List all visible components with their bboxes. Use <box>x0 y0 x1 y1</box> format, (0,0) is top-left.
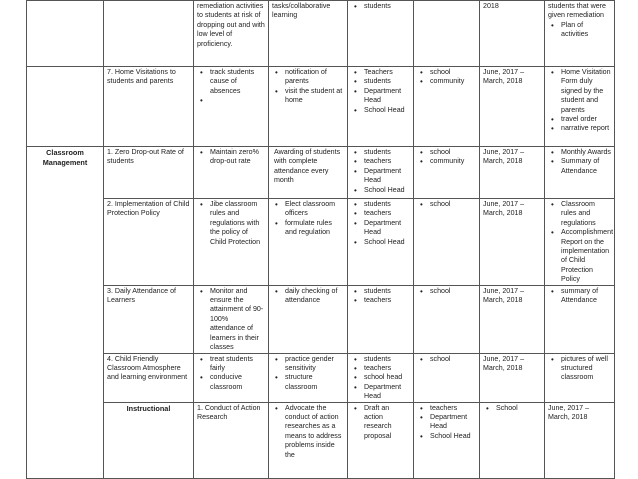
list-item: • School Head <box>351 106 410 115</box>
persons-cell <box>348 353 414 402</box>
list-item: • Monthly Awards <box>548 148 611 157</box>
list-item: • school <box>417 355 476 364</box>
list-item: • Maintain zero% drop-out rate <box>197 148 265 167</box>
objectives-cell <box>194 199 269 286</box>
list-item: • Plan of activities <box>548 21 611 40</box>
time-cell <box>480 285 545 353</box>
outcomes-cell <box>545 67 615 147</box>
list-item: • Classroom rules and regulations <box>548 200 611 228</box>
activity-text: 3. Daily Attendance of Learners <box>107 286 177 305</box>
list-item: • conducive classroom <box>197 373 265 392</box>
list-item: • community <box>417 77 476 86</box>
resources-cell <box>414 285 480 353</box>
activity-text: 1. Zero Drop-out Rate of students <box>107 148 184 166</box>
persons-cell <box>348 1 414 67</box>
list-item: • Advocate the conduct of action researches as a means to address problems inside the <box>272 404 344 460</box>
list-item: • students <box>351 200 410 209</box>
list-item: • daily checking of attendance <box>272 287 344 306</box>
outcomes-cell <box>545 147 615 199</box>
activity-cell <box>104 285 194 353</box>
time-cell <box>480 353 545 402</box>
objectives-cell <box>194 1 269 67</box>
resources-cell <box>414 353 480 402</box>
list-item: • Summary of Attendance <box>548 157 611 176</box>
persons-cell <box>348 147 414 199</box>
activity-cell <box>194 402 269 478</box>
list-item: • visit the student at home <box>272 87 344 106</box>
objectives-cell <box>269 402 348 478</box>
outcome-text: students that were given remediation <box>548 2 606 20</box>
strategies-cell <box>269 353 348 402</box>
time-frame: June, 2017 – March, 2018 <box>483 148 525 166</box>
list-item: • formulate rules and regulation <box>272 219 344 238</box>
persons-cell <box>348 199 414 286</box>
activity-cell <box>104 67 194 147</box>
time-cell <box>480 67 545 147</box>
outcomes-cell <box>545 199 615 286</box>
list-item: • School Head <box>417 432 476 441</box>
list-item: • school head <box>351 373 410 382</box>
table-row <box>27 199 615 286</box>
outcomes-cell <box>545 1 615 67</box>
time-cell <box>480 199 545 286</box>
list-item: • pictures of well structured classroom <box>548 355 611 383</box>
persons-cell <box>414 402 480 478</box>
list-item: • Department Head <box>351 219 410 238</box>
list-item: • practice gender sensitivity <box>272 355 344 374</box>
resources-cell <box>414 199 480 286</box>
activity-text: 2. Implementation of Child Protection Policy <box>107 200 190 218</box>
strategies-cell <box>269 67 348 147</box>
list-item: • Home Visitation Form duly signed by the student and parents <box>548 68 611 115</box>
time-frame: 2018 <box>483 2 499 10</box>
objectives-cell <box>194 285 269 353</box>
resources-cell <box>480 402 545 478</box>
area-cell-empty <box>27 1 104 67</box>
list-item: • Accomplishment Report on the implementation of Child Protection Policy <box>548 228 611 284</box>
time-cell <box>545 402 615 478</box>
strategy-text: Awarding of students with complete attendance every month <box>274 148 341 185</box>
list-item: • track students cause of absences <box>197 68 265 96</box>
list-item: • School <box>483 404 541 413</box>
list-item: • Department Head <box>417 413 476 432</box>
resources-cell <box>414 1 480 67</box>
objective-text: remediation activities to students at risk of dropping out and with low level of proficiency. <box>197 2 265 48</box>
list-item: • Department Head <box>351 383 410 402</box>
action-plan-table <box>26 0 615 479</box>
list-item: • School Head <box>351 186 410 195</box>
time-cell <box>480 147 545 199</box>
list-item: • school <box>417 287 476 296</box>
resources-cell <box>414 67 480 147</box>
list-item: • school <box>417 148 476 157</box>
list-item: • narrative report <box>548 124 611 133</box>
activity-text: 7. Home Visitations to students and parents <box>107 68 176 86</box>
strategies-cell <box>348 402 414 478</box>
list-item <box>197 96 265 105</box>
area-label-classroom: Classroom Management <box>42 148 88 167</box>
time-frame: June, 2017 – March, 2018 <box>483 200 525 218</box>
list-item: • school <box>417 68 476 77</box>
list-item: • students <box>351 355 410 364</box>
list-item: • teachers <box>351 209 410 218</box>
table-row <box>27 67 615 147</box>
objectives-cell <box>194 353 269 402</box>
outcomes-cell <box>545 353 615 402</box>
list-item: • Department Head <box>351 167 410 186</box>
list-item: • school <box>417 200 476 209</box>
persons-cell <box>348 285 414 353</box>
list-item: • Elect classroom officers <box>272 200 344 219</box>
list-item: • Department Head <box>351 87 410 106</box>
list-item: • School Head <box>351 238 410 247</box>
time-frame: June, 2017 – March, 2018 <box>483 286 525 305</box>
list-item: • treat students fairly <box>197 355 265 374</box>
list-item: • Draft an action research proposal <box>351 404 410 442</box>
activity-cell <box>104 199 194 286</box>
list-item: • students <box>351 287 410 296</box>
area-cell <box>104 402 194 478</box>
list-item: • students <box>351 77 410 86</box>
list-item: • travel order <box>548 115 611 124</box>
list-item: • community <box>417 157 476 166</box>
table-row <box>27 147 615 199</box>
area-cell <box>27 147 104 479</box>
table-row <box>27 285 615 353</box>
strategies-cell <box>269 199 348 286</box>
activity-cell <box>104 353 194 402</box>
time-cell <box>480 1 545 67</box>
time-frame: June, 2017 – March, 2018 <box>483 354 525 372</box>
strategies-cell <box>269 285 348 353</box>
area-label-instructional: Instructional <box>126 403 171 413</box>
activity-text: 4. Child Friendly Classroom Atmosphere and learning environment <box>107 354 188 382</box>
outcomes-cell <box>545 285 615 353</box>
area-cell-empty <box>27 67 104 147</box>
list-item: • teachers <box>351 296 410 305</box>
list-item: • notification of parents <box>272 68 344 87</box>
list-item: • Monitor and ensure the attainment of 90-100% attendance of learners in their classes <box>197 287 265 353</box>
list-item: • structure classroom <box>272 373 344 392</box>
time-frame: June, 2017 – March, 2018 <box>483 68 525 86</box>
list-item: • teachers <box>351 157 410 166</box>
list-item: • students <box>351 148 410 157</box>
strategies-cell <box>269 1 348 67</box>
persons-cell <box>348 67 414 147</box>
activity-cell <box>104 1 194 67</box>
strategy-text: tasks/collaborative learning <box>272 2 331 20</box>
list-item: • teachers <box>351 364 410 373</box>
activity-text: 1. Conduct of Action Research <box>197 403 261 421</box>
table-row <box>27 402 615 478</box>
table-row <box>27 1 615 67</box>
list-item: • students <box>351 2 410 11</box>
list-item: • teachers <box>417 404 476 413</box>
list-item: • Teachers <box>351 68 410 77</box>
time-frame: June, 2017 – March, 2018 <box>548 403 590 421</box>
table-row <box>27 353 615 402</box>
strategies-cell <box>269 147 348 199</box>
list-item: • Jibe classroom rules and regulations with the policy of Child Protection <box>197 200 265 247</box>
objectives-cell <box>194 147 269 199</box>
resources-cell <box>414 147 480 199</box>
activity-cell <box>104 147 194 199</box>
objectives-cell <box>194 67 269 147</box>
list-item: • summary of Attendance <box>548 287 611 306</box>
